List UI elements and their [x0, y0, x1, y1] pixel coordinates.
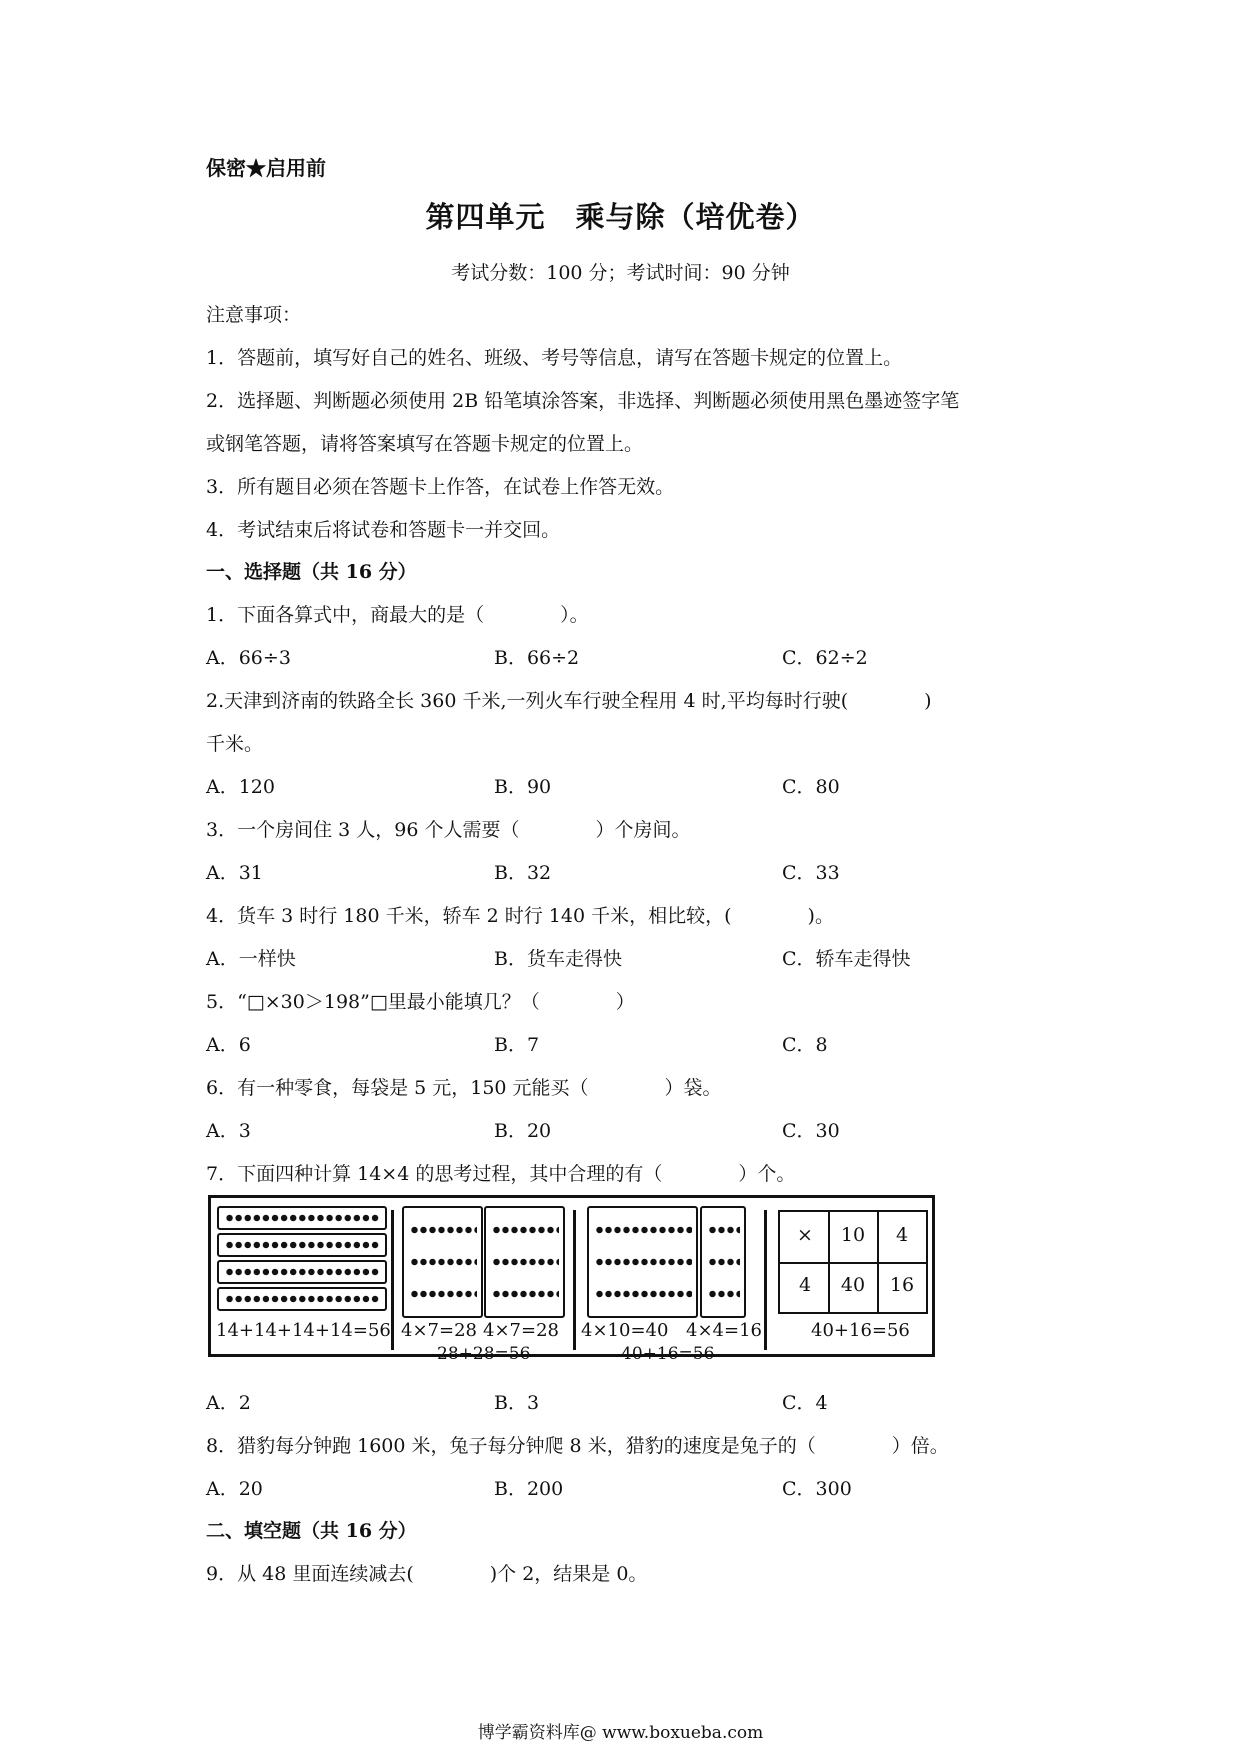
question-5-option-b: B．7 [494, 1034, 540, 1056]
question-3-option-c: C．33 [782, 862, 840, 884]
page-title: 第四单元 乘与除（培优卷） [425, 200, 816, 234]
question-1-option-c: C．62÷2 [782, 647, 868, 669]
question-3-option-a: A．31 [206, 862, 263, 884]
note-item-2: 2．选择题、判断题必须使用 2B 铅笔填涂答案，非选择、判断题必须使用黑色墨迹签字笔 [206, 390, 960, 412]
question-4-option-c: C．轿车走得快 [782, 948, 911, 970]
question-5-option-a: A．6 [206, 1034, 251, 1056]
question-2-stem: 2.天津到济南的铁路全长 360 千米,一列火车行驶全程用 4 时,平均每时行驶( ) [206, 690, 932, 712]
question-8-option-b: B．200 [494, 1478, 564, 1500]
dot-row-14 [217, 1233, 387, 1257]
question-7-option-c: C．4 [782, 1392, 828, 1414]
question-4-option-b: B．货车走得快 [494, 948, 622, 970]
panel-4-equation: 40+16=56 [811, 1320, 910, 1341]
note-item-3: 3．所有题目必须在答题卡上作答，在试卷上作答无效。 [206, 476, 675, 498]
grid-cell: 40 [840, 1274, 866, 1296]
dot-row-14 [217, 1206, 387, 1230]
question-4-stem: 4．货车 3 时行 180 千米，轿车 2 时行 140 千米，相比较，( )。 [206, 905, 834, 927]
grid-cell: 16 [889, 1274, 915, 1296]
question-2-stem-cont: 千米。 [206, 733, 264, 755]
dot-row-14 [217, 1260, 387, 1284]
question-6-option-a: A．3 [206, 1120, 251, 1142]
panel-2-equation-2: 4×7=28 [483, 1320, 559, 1341]
panel-3-equation-1: 4×10=40 [581, 1320, 669, 1341]
grid-cell: 10 [840, 1224, 866, 1246]
panel-1-equation: 14+14+14+14=56 [216, 1320, 391, 1341]
question-4-option-a: A．一样快 [206, 948, 296, 970]
panel-divider [764, 1210, 767, 1350]
dot-block-10x4 [587, 1206, 698, 1318]
grid-cell: × [797, 1224, 813, 1246]
confidential-label: 保密★启用前 [206, 156, 326, 180]
question-7-stem: 7．下面四种计算 14×4 的思考过程，其中合理的有（ ）个。 [206, 1163, 796, 1185]
note-item-1: 1．答题前，填写好自己的姓名、班级、考号等信息，请写在答题卡规定的位置上。 [206, 347, 903, 369]
panel-3-equation-3: 40+16=56 [621, 1344, 715, 1364]
question-6-stem: 6．有一种零食，每袋是 5 元，150 元能买（ ）袋。 [206, 1077, 722, 1099]
notes-heading: 注意事项： [206, 304, 302, 326]
exam-info: 考试分数：100 分；考试时间：90 分钟 [451, 262, 790, 284]
question-1-option-a: A．66÷3 [206, 647, 291, 669]
note-item-2-cont: 或钢笔答题，请将答案填写在答题卡规定的位置上。 [206, 433, 644, 455]
question-8-option-c: C．300 [782, 1478, 852, 1500]
question-6-option-c: C．30 [782, 1120, 840, 1142]
panel-divider [573, 1210, 576, 1350]
panel-2-equation-3: 28+28=56 [437, 1344, 531, 1364]
question-5-stem: 5．“□×30＞198”□里最小能填几？（ ） [206, 991, 635, 1013]
question-7-option-a: A．2 [206, 1392, 251, 1414]
footer-watermark: 博学霸资料库@ www.boxueba.com [477, 1723, 764, 1743]
dot-block-7x4 [484, 1206, 565, 1318]
question-2-option-c: C．80 [782, 776, 840, 798]
dot-block-4x4 [700, 1206, 746, 1318]
panel-divider [391, 1210, 394, 1350]
question-8-option-a: A．20 [206, 1478, 263, 1500]
multiplication-grid [778, 1210, 928, 1314]
question-3-stem: 3．一个房间住 3 人，96 个人需要（ ）个房间。 [206, 819, 691, 841]
note-item-4: 4．考试结束后将试卷和答题卡一并交回。 [206, 519, 561, 541]
grid-cell: 4 [798, 1274, 812, 1296]
question-3-option-b: B．32 [494, 862, 552, 884]
question-7-option-b: B．3 [494, 1392, 540, 1414]
question-1-stem: 1．下面各算式中，商最大的是（ ）。 [206, 604, 589, 626]
question-2-option-a: A．120 [206, 776, 275, 798]
question-2-option-b: B．90 [494, 776, 552, 798]
panel-3-equation-2: 4×4=16 [686, 1320, 762, 1341]
question-8-stem: 8．猎豹每分钟跑 1600 米，兔子每分钟爬 8 米，猎豹的速度是兔子的（ ）倍。 [206, 1435, 949, 1457]
section-2-title: 二、填空题（共 16 分） [206, 1520, 417, 1542]
dot-row-14 [217, 1287, 387, 1311]
panel-2-equation-1: 4×7=28 [401, 1320, 477, 1341]
section-1-title: 一、选择题（共 16 分） [206, 561, 417, 583]
question-1-option-b: B．66÷2 [494, 647, 580, 669]
question-6-option-b: B．20 [494, 1120, 552, 1142]
grid-cell: 4 [895, 1224, 909, 1246]
calculation-figure [208, 1195, 935, 1364]
dot-block-7x4 [402, 1206, 483, 1318]
question-9-stem: 9．从 48 里面连续减去( )个 2，结果是 0。 [206, 1563, 648, 1585]
question-5-option-c: C．8 [782, 1034, 828, 1056]
